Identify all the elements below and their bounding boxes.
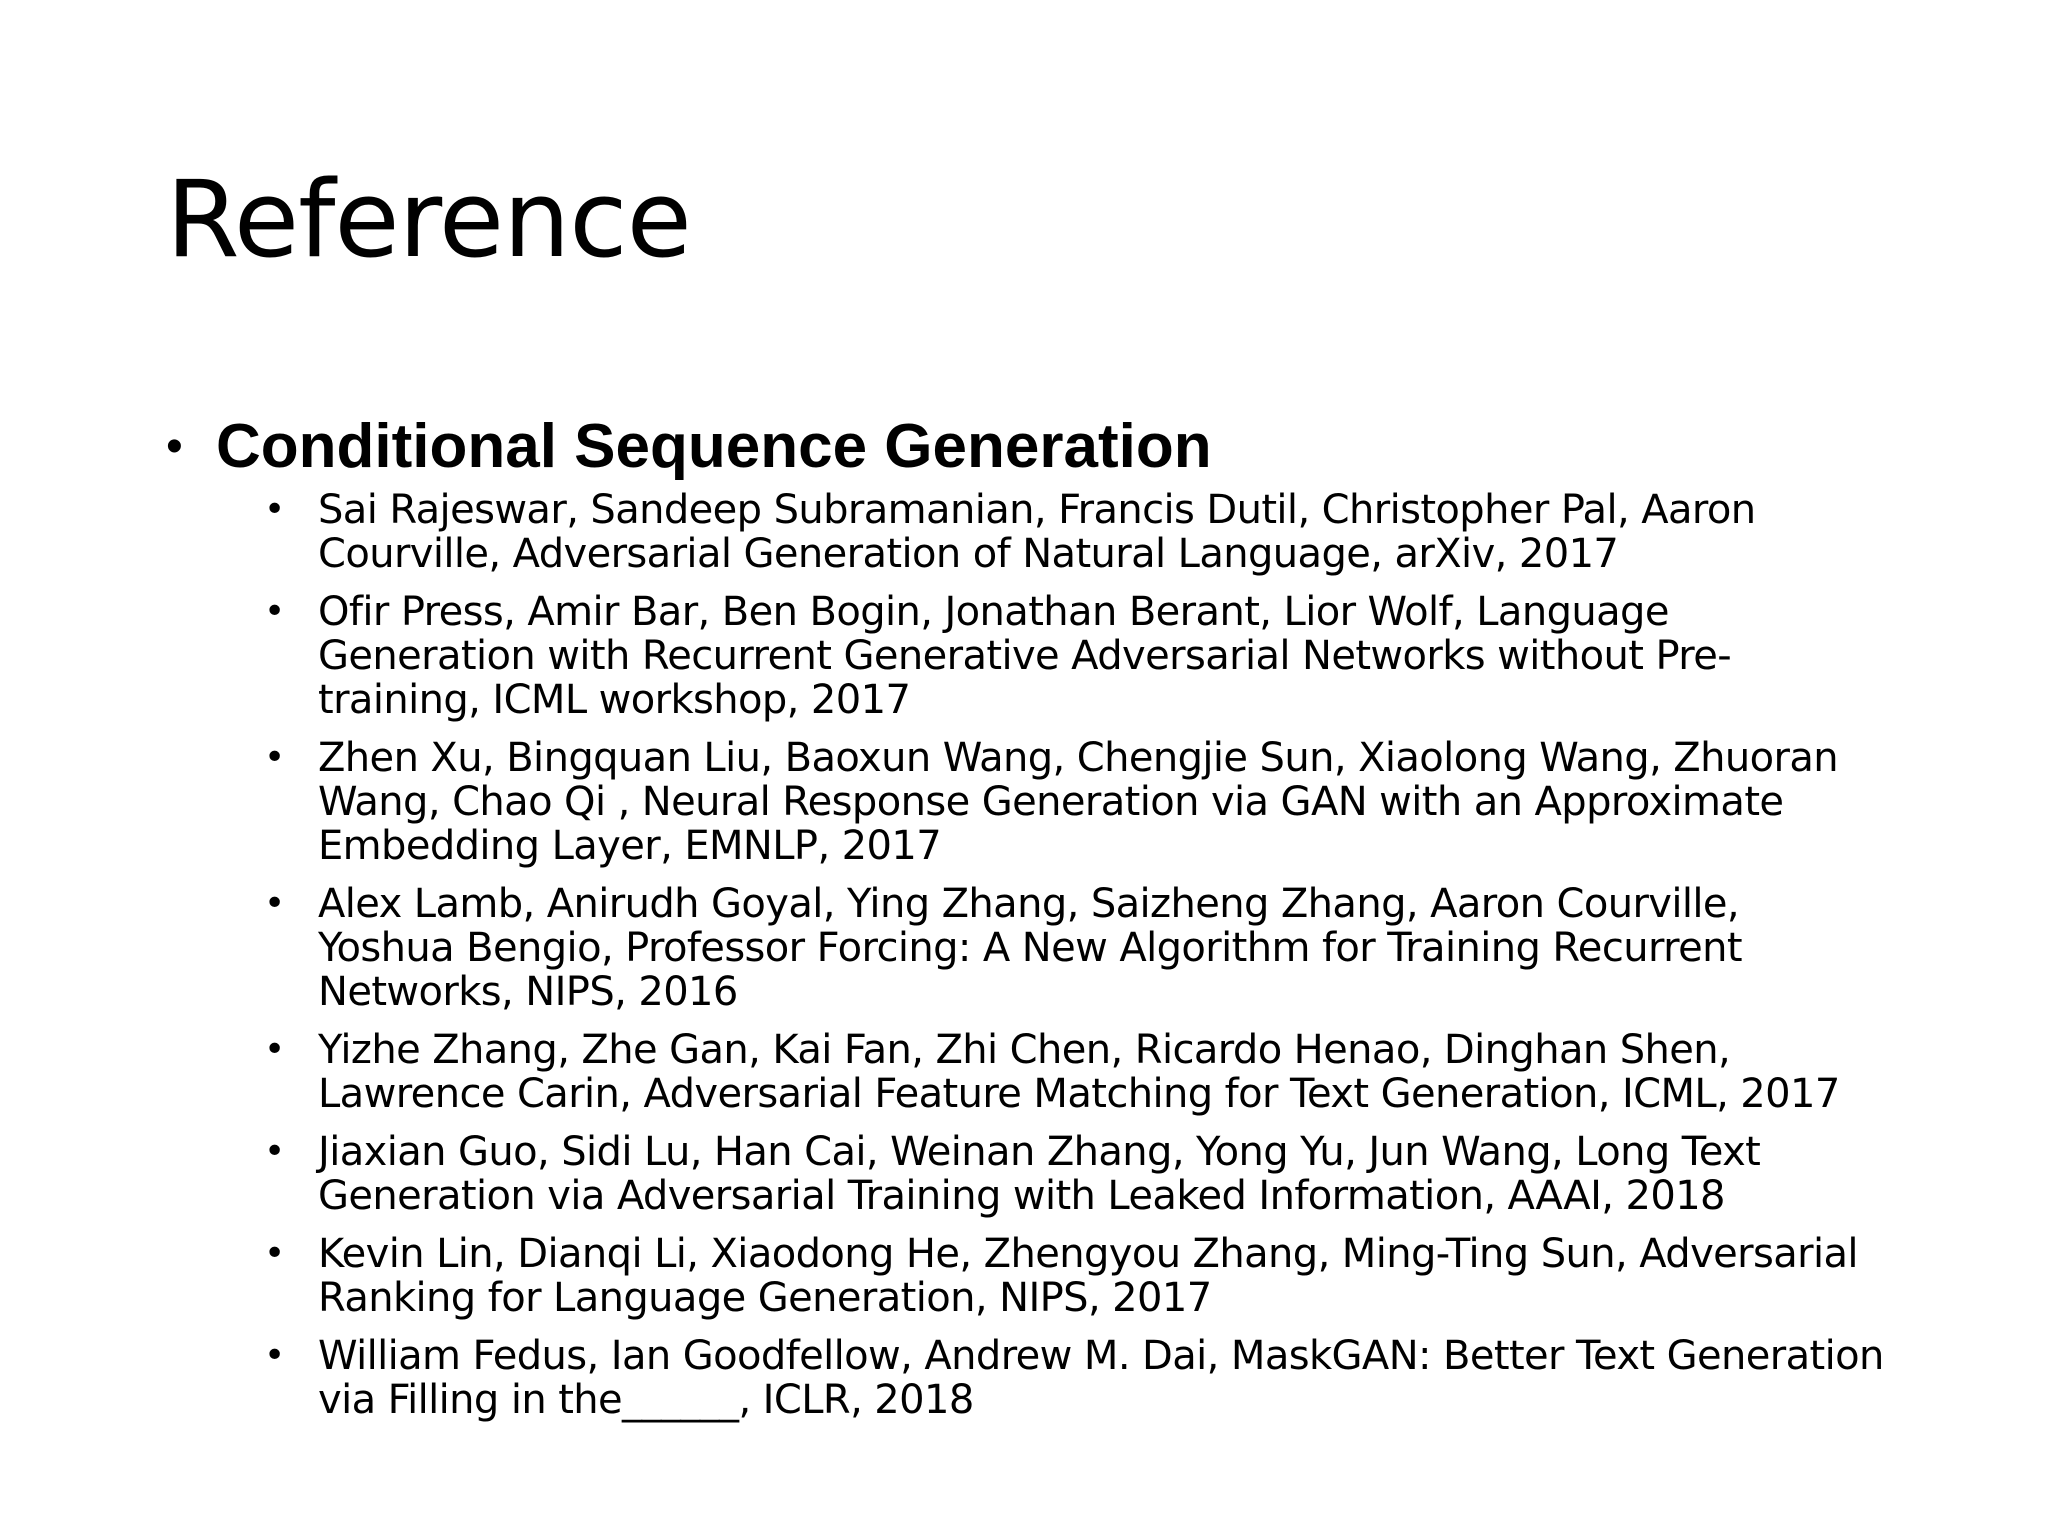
reference-item [166,590,1886,722]
bullet-icon: • [166,420,183,473]
bullet-icon: • [264,591,285,632]
reference-text: Alex Lamb, Anirudh Goyal, Ying Zhang, Saizheng Zhang, Aaron Courville, Yoshua Bengio, Professor Forcing: A New Algorithm for Training Recurrent Networks, NIPS, 2016 [318,881,1742,1015]
reference-text: Yizhe Zhang, Zhe Gan, Kai Fan, Zhi Chen, Ricardo Henao, Dinghan Shen, Lawrence Carin, Adversarial Feature Matching for Text Generation, ICML, 2017 [318,1027,1840,1117]
bullet-icon: • [264,489,285,530]
reference-text: Jiaxian Guo, Sidi Lu, Han Cai, Weinan Zhang, Yong Yu, Jun Wang, Long Text Generation via Adversarial Training with Leaked Information, AAAI, 2018 [318,1129,1761,1219]
reference-item [166,488,1886,576]
reference-section [166,412,1926,1436]
bullet-icon: • [264,883,285,924]
reference-text: Sai Rajeswar, Sandeep Subramanian, Francis Dutil, Christopher Pal, Aaron Courville, Adversarial Generation of Natural Language, arXiv, 2017 [318,487,1756,577]
bullet-icon: • [264,1335,285,1376]
section-heading [166,412,1926,482]
reference-item [166,882,1886,1014]
reference-text: Ofir Press, Amir Bar, Ben Bogin, Jonathan Berant, Lior Wolf, Language Generation with Recurrent Generative Adversarial Networks without Pre-training, ICML workshop, 2017 [318,589,1732,723]
reference-text: Kevin Lin, Dianqi Li, Xiaodong He, Zhengyou Zhang, Ming-Ting Sun, Adversarial Ranking for Language Generation, NIPS, 2017 [318,1231,1858,1321]
section-heading-text: Conditional Sequence Generation [216,412,1212,481]
reference-text: William Fedus, Ian Goodfellow, Andrew M. Dai, MaskGAN: Better Text Generation via Filling in the______, ICLR, 2018 [318,1333,1884,1423]
reference-text: Zhen Xu, Bingquan Liu, Baoxun Wang, Chengjie Sun, Xiaolong Wang, Zhuoran Wang, Chao Qi , Neural Response Generation via GAN with an Approximate Embedding Layer, EMNLP, 2017 [318,735,1838,869]
bullet-icon: • [264,1029,285,1070]
bullet-icon: • [264,737,285,778]
reference-item [166,1130,1886,1218]
reference-list [166,488,1926,1422]
reference-item [166,1232,1886,1320]
reference-item [166,736,1886,868]
slide-title: Reference [166,158,691,281]
bullet-icon: • [264,1131,285,1172]
reference-item [166,1028,1886,1116]
reference-item [166,1334,1886,1422]
bullet-icon: • [264,1233,285,1274]
